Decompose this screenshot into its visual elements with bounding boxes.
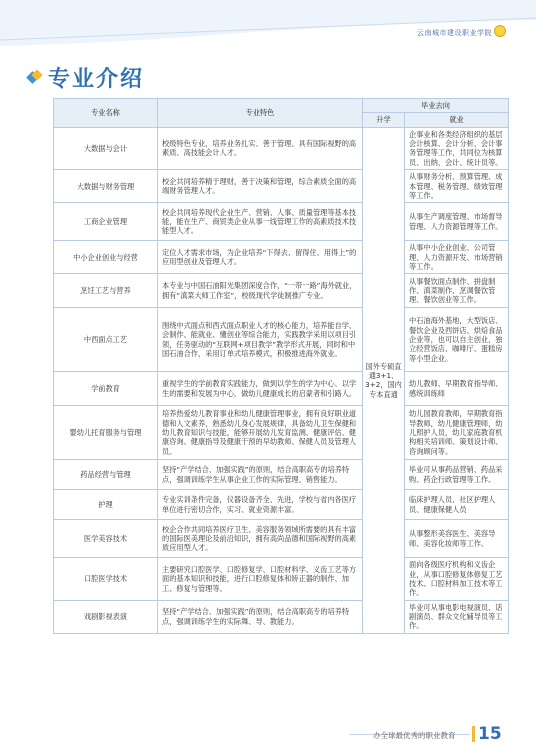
majors-table-wrap	[53, 98, 508, 634]
major-employment: 毕业可从事药品营销、药品采购、药企行政管理等工作。	[405, 460, 509, 490]
major-feature: 主要研究口腔医学、口腔修复学、口腔材料学、义齿工艺等方面的基本知识和技能，进行口腔修复体和矫正器的制作、加工、修复与管理等。	[158, 558, 363, 600]
header-wave-decoration	[0, 0, 536, 46]
major-name: 戏剧影视表演	[54, 600, 158, 633]
footer	[0, 720, 536, 750]
col-header-destination: 毕业去向	[363, 99, 509, 113]
major-feature: 围绕中式面点和西式面点职业人才的核心能力，培养能自学、会制作、能就业、懂创业等综合能力，实践教学采用以项目引领，任务驱动的“互联网+项目教学”教学形式开展，同时和中国石油合作，采用订单式培养模式，积极推进海外就业。	[158, 308, 363, 372]
table-row	[54, 308, 509, 372]
major-name: 中西面点工艺	[54, 308, 158, 372]
major-name: 工商企业管理	[54, 203, 158, 241]
major-feature: 校企合作共同培养医疗卫生、美容服务领域所需要的具有丰富的国际医美理论及前沿知识，拥有高尚品德和国际视野的高素质应用型人才。	[158, 520, 363, 558]
major-employment: 面向各级医疗机构和义齿企业，从事口腔修复体修复工艺技术、口腔材料加工技术等工作。	[405, 558, 509, 600]
major-name: 药品经营与管理	[54, 460, 158, 490]
majors-table	[53, 98, 509, 634]
table-row	[54, 241, 509, 274]
major-name: 烹饪工艺与营养	[54, 274, 158, 308]
page-number: 15	[478, 724, 502, 744]
major-feature: 定位人才需求市场，为企业培养“下得去、留得住、用得上”的应用型创业及管理人才。	[158, 241, 363, 274]
major-feature: 校级特色专业，培养业务扎实、善于管理、具有国际视野的高素质、高技能会计人才。	[158, 127, 363, 169]
col-header-name: 专业名称	[54, 99, 158, 128]
table-row	[54, 490, 509, 520]
page-number-bar	[472, 726, 475, 742]
major-feature: 培养热爱幼儿教育事业和幼儿健康管理事业，拥有良好职业道德和人文素养，熟悉幼儿身心发展规律，具备幼儿卫生保健和幼儿教育知识与技能，能够开展幼儿发育监测、健康评估、健康咨询、健康指导及健康干预的早幼教师、保健人员及管理人员。	[158, 406, 363, 460]
major-employment: 从事整形美容医生、美容导师、美容化妆师等工作。	[405, 520, 509, 558]
major-employment: 临床护理人员、社区护理人员、健康保健人员	[405, 490, 509, 520]
major-employment: 毕业可从事电影电视演员、话剧演员、群众文化辅导员等工作。	[405, 600, 509, 633]
table-row	[54, 274, 509, 308]
major-employment: 幼儿教师、早期教育指导师、感统训练师	[405, 372, 509, 406]
table-row	[54, 520, 509, 558]
major-employment: 从事餐饮面点制作、拼盘制作、滇菜制作、烹调餐饮管理、餐饮创业等工作。	[405, 274, 509, 308]
major-employment: 从事财务分析、预算管理、成本管理、税务管理、绩效管理等工作。	[405, 170, 509, 203]
school-logo-icon	[494, 25, 506, 37]
table-body	[54, 127, 509, 633]
table-row	[54, 170, 509, 203]
study-path: 国外专硕直通3+1、3+2，国内专本直通	[363, 127, 405, 633]
col-header-study: 升学	[363, 113, 405, 127]
col-header-employ: 就业	[405, 113, 509, 127]
major-name: 中小企业创业与经营	[54, 241, 158, 274]
major-employment: 幼儿园教育教师，早期教育指导教师，幼儿健康管理师，幼儿照护人员，幼儿家庭教育机构相关培训师、策划设计师、咨询顾问等。	[405, 406, 509, 460]
major-feature: 本专业与中国石油阳光集团深度合作，“一带一路”海外就业，拥有“滇菜大师工作室”，校级现代学徒制推广专业。	[158, 274, 363, 308]
major-name: 大数据与会计	[54, 127, 158, 169]
major-name: 护理	[54, 490, 158, 520]
table-row	[54, 372, 509, 406]
major-feature: 校企共同培养精于理财，善于决策和管理，综合素质全面的高端财务管理人才。	[158, 170, 363, 203]
page-title: 专业介绍	[48, 66, 145, 92]
footer-slogan: 办全球最优秀的职业教育	[373, 731, 456, 740]
major-name: 婴幼儿托育服务与管理	[54, 406, 158, 460]
table-row	[54, 600, 509, 633]
table-row	[54, 558, 509, 600]
header-band	[0, 0, 536, 46]
major-feature: 坚持“产学结合、加强实践”的原则，结合高职高专的培养特点，强调训练学生从事企业工作的实际管理、销售能力。	[158, 460, 363, 490]
major-feature: 校企共同培养现代企业生产、营销、人事、质量管理等基本技能，能在生产、商贸类企业从事一线管理工作的高素质技术技能型人才。	[158, 203, 363, 241]
major-name: 医学美容技术	[54, 520, 158, 558]
major-employment: 从事生产调度管理、市场督导管理、人力资源管理等工作。	[405, 203, 509, 241]
diamond-icon	[28, 70, 42, 84]
major-name: 学前教育	[54, 372, 158, 406]
school-name: 云南城市建设职业学院	[417, 29, 492, 37]
section-title	[28, 62, 144, 92]
table-row	[54, 127, 509, 169]
major-employment: 从事中小企业创业、公司管理、人力资源开发、市场营销等工作。	[405, 241, 509, 274]
major-feature: 专业实训条件完备，仪器设备齐全、先进，学校与省内各医疗单位进行密切合作，实习、就业资源丰富。	[158, 490, 363, 520]
major-employment: 中石油海外基地，大型饭店、餐饮企业及西饼店、烘焙食品企业等，也可以自主创业，独立经营饭店、咖啡厅、蛋糕房等小型企业。	[405, 308, 509, 372]
major-employment: 企事业和各类经济组织的基层会计核算、会计分析、会计事务管理等工作，共同位为核算员、出纳、会计、统计员等。	[405, 127, 509, 169]
major-name: 大数据与财务管理	[54, 170, 158, 203]
major-feature: 坚持“产学结合、加强实践”的原则，结合高职高专的培养特点，强调训练学生的实际舞、导、教能力。	[158, 600, 363, 633]
col-header-feature: 专业特色	[158, 99, 363, 128]
table-row	[54, 203, 509, 241]
table-row	[54, 460, 509, 490]
major-name: 口腔医学技术	[54, 558, 158, 600]
major-feature: 重视学生的学前教育实践能力，做到以学生的学为中心、以学生的需要和发展为中心，做幼儿健康成长的启蒙者和引路人。	[158, 372, 363, 406]
table-row	[54, 406, 509, 460]
